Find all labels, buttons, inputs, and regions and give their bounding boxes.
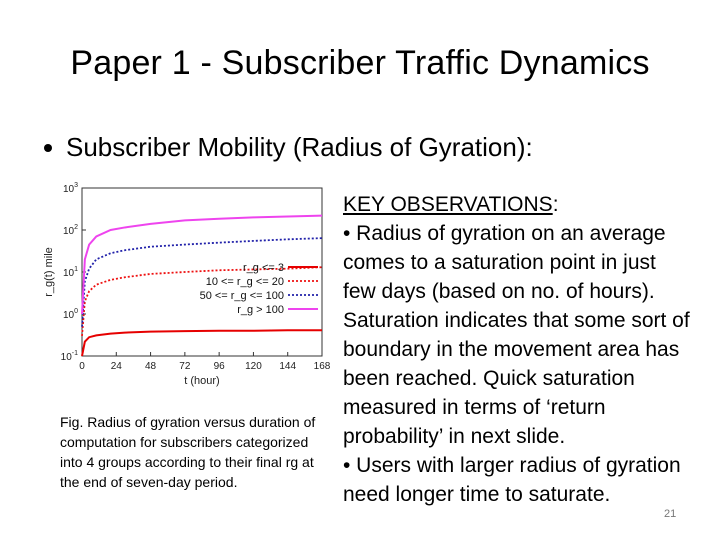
observation-point-1: • Radius of gyration on an average comes to a saturation point in just few days (based on no. of hours). Saturation indicates that some sort of boundary in the movement area has been reached. Quick saturation measured in terms of ‘return probability’ in next slide.: [343, 222, 690, 448]
legend-label-3: 50 <= r_g <= 100: [199, 290, 284, 302]
x-tick-label: 96: [213, 361, 225, 372]
main-bullet: [44, 132, 533, 163]
y-axis-label: r_g(t) mile: [43, 247, 55, 297]
key-observations: [343, 190, 693, 509]
y-tick-label: $10^1$: [62, 266, 78, 279]
figure-caption: Fig. Radius of gyration versus duration of computation for subscribers categorized into 4 groups according to their final rg at the end of seven-day period.: [60, 414, 316, 490]
x-tick-label: 72: [179, 361, 191, 372]
x-axis-label: t (hour): [184, 375, 220, 387]
y-tick-label: $10^3$: [62, 182, 78, 195]
x-tick-label: 24: [110, 361, 122, 372]
bullet-dot: [44, 144, 52, 152]
x-tick-label: 120: [245, 361, 262, 372]
x-tick-label: 48: [145, 361, 157, 372]
plot-area: [43, 182, 331, 387]
y-tick-label: $10^{-1}$: [60, 350, 78, 363]
slide-title: Paper 1 - Subscriber Traffic Dynamics: [70, 44, 650, 82]
observation-point-2: • Users with larger radius of gyration need longer time to saturate.: [343, 454, 681, 506]
observations-heading-colon: :: [552, 193, 559, 216]
page-number: 21: [664, 508, 677, 520]
legend-label-4: r_g > 100: [237, 304, 284, 316]
x-tick-label: 144: [279, 361, 297, 372]
y-tick-label: $10^2$: [62, 224, 78, 237]
legend-label-2: 10 <= r_g <= 20: [205, 276, 284, 288]
main-bullet-text: Subscriber Mobility (Radius of Gyration):: [66, 132, 533, 162]
y-tick-label: $10^0$: [62, 308, 78, 321]
chart-svg: [40, 178, 340, 398]
x-tick-label: 168: [313, 361, 331, 372]
x-tick-label: 0: [79, 361, 85, 372]
legend-label-1: r_g <= 3: [243, 262, 284, 274]
observations-heading: KEY OBSERVATIONS: [343, 193, 553, 216]
radius-of-gyration-chart: [40, 178, 340, 398]
